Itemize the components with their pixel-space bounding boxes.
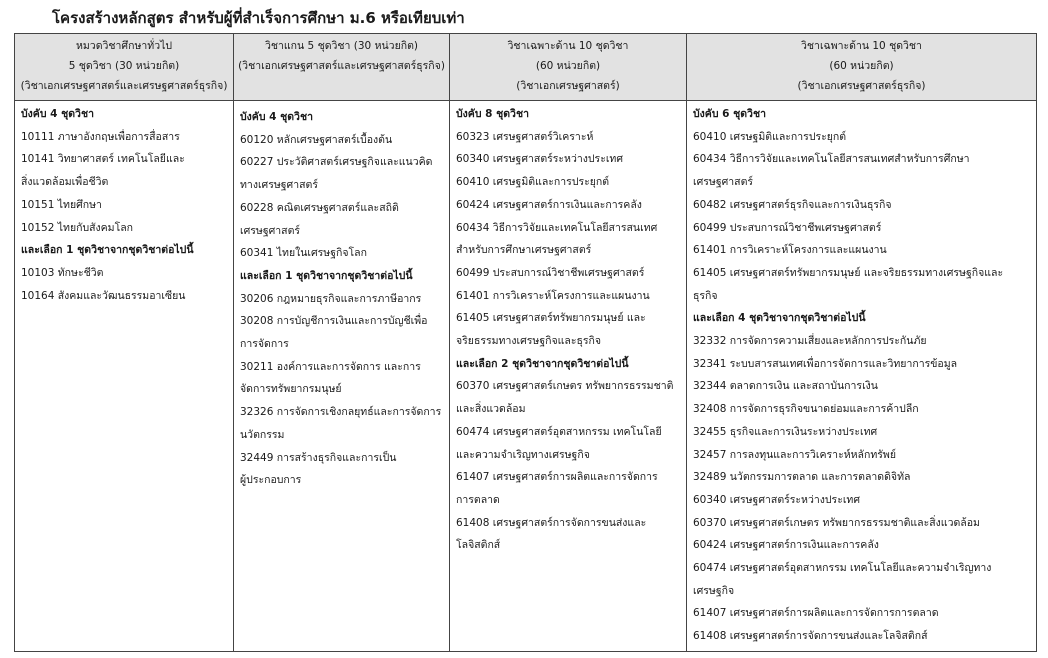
course-line: สำหรับการศึกษาเศรษฐศาสตร์ [456, 244, 592, 257]
course-line: 60482 เศรษฐศาสตร์ธุรกิจและการเงินธุรกิจ [693, 198, 892, 211]
course-line: 32344 ตลาดการเงิน และสถาบันการเงิน [693, 380, 878, 393]
course-line: ทางเศรษฐศาสตร์ [240, 179, 318, 192]
course-line: 60370 เศรษฐศาสตร์เกษตร ทรัพยากรธรรมชาติและสิ่งแวดล้อม [693, 516, 980, 529]
section-heading: บังคับ 6 ชุดวิชา [693, 108, 766, 120]
course-line: 60424 เศรษฐศาสตร์การเงินและการคลัง [693, 539, 879, 552]
header-line: (60 หน่วยกิต) [535, 60, 601, 72]
course-line: 60474 เศรษฐศาสตร์อุตสาหกรรม เทคโนโลยีและความจำเริญทาง [693, 562, 992, 575]
course-line: 32489 นวัตกรรมการตลาด และการตลาดดิจิทัล [693, 471, 911, 484]
course-line: เศรษฐศาสตร์ [693, 176, 754, 189]
course-line: และสิ่งแวดล้อม [456, 403, 526, 416]
course-line: 61407 เศรษฐศาสตร์การผลิตและการจัดการการตลาด [693, 607, 939, 620]
course-line: 60323 เศรษฐศาสตร์วิเคราะห์ [456, 130, 594, 143]
course-line: ผู้ประกอบการ [240, 474, 302, 487]
course-line: 30208 การบัญชีการเงินและการบัญชีเพื่อ [240, 315, 428, 328]
course-line: 60434 วิธีการวิจัยและเทคโนโลยีสารสนเทศสำหรับการศึกษา [693, 153, 970, 166]
course-line: 61405 เศรษฐศาสตร์ทรัพยากรมนุษย์ และ [456, 312, 646, 325]
header-line: วิชาเฉพาะด้าน 10 ชุดวิชา [801, 40, 922, 52]
header-business-economics-major [687, 34, 1037, 101]
course-line: 60228 คณิตเศรษฐศาสตร์และสถิติ [240, 201, 399, 214]
header-line: (วิชาเอกเศรษฐศาสตร์ธุรกิจ) [797, 80, 926, 92]
business-economics-major-cell [687, 101, 1037, 652]
header-core-courses [234, 34, 450, 101]
course-line: 32332 การจัดการความเสี่ยงและหลักการประกันภัย [693, 335, 927, 348]
header-line: หมวดวิชาศึกษาทั่วไป [75, 40, 173, 52]
section-heading: และเลือก 2 ชุดวิชาจากชุดวิชาต่อไปนี้ [456, 357, 629, 370]
course-line: 60340 เศรษฐศาสตร์ระหว่างประเทศ [456, 153, 624, 166]
course-line: 60410 เศรษฐมิติและการประยุกต์ [693, 130, 847, 143]
section-heading: และเลือก 1 ชุดวิชาจากชุดวิชาต่อไปนี้ [21, 244, 194, 257]
course-line: เศรษฐกิจ [693, 584, 735, 597]
section-heading: และเลือก 4 ชุดวิชาจากชุดวิชาต่อไปนี้ [693, 312, 866, 325]
course-line: 60424 เศรษฐศาสตร์การเงินและการคลัง [456, 198, 642, 211]
course-line: 60120 หลักเศรษฐศาสตร์เบื้องต้น [240, 133, 393, 146]
course-line: 32326 การจัดการเชิงกลยุทธ์และการจัดการ [240, 406, 442, 419]
page-title: โครงสร้างหลักสูตร สำหรับผู้ที่สำเร็จการศึกษา ม.6 หรือเทียบเท่า [52, 9, 465, 27]
header-line: (60 หน่วยกิต) [829, 60, 894, 72]
course-line: เศรษฐศาสตร์ [240, 224, 301, 237]
course-line: 60370 เศรษฐศาสตร์เกษตร ทรัพยากรธรรมชาติ [456, 380, 674, 393]
course-line: 61401 การวิเคราะห์โครงการและแผนงาน [456, 289, 650, 302]
course-line: 60340 เศรษฐศาสตร์ระหว่างประเทศ [693, 493, 861, 506]
course-line: 60499 ประสบการณ์วิชาชีพเศรษฐศาสตร์ [693, 221, 882, 234]
header-line: (วิชาเอกเศรษฐศาสตร์และเศรษฐศาสตร์ธุรกิจ) [238, 60, 445, 72]
course-line: 61407 เศรษฐศาสตร์การผลิตและการจัดการ [456, 471, 658, 484]
general-education-cell [15, 101, 234, 652]
section-heading: บังคับ 8 ชุดวิชา [456, 108, 529, 120]
section-heading: บังคับ 4 ชุดวิชา [21, 108, 94, 120]
section-heading: บังคับ 4 ชุดวิชา [240, 111, 313, 123]
course-line: 60341 ไทยในเศรษฐกิจโลก [240, 247, 367, 260]
course-line: 60474 เศรษฐศาสตร์อุตสาหกรรม เทคโนโลยี [456, 425, 662, 438]
course-line: 30206 กฎหมายธุรกิจและการภาษีอากร [240, 292, 422, 305]
header-general-education [15, 34, 234, 101]
course-line: 10103 ทักษะชีวิต [21, 266, 104, 279]
course-line: 32455 ธุรกิจและการเงินระหว่างประเทศ [693, 425, 878, 438]
content-row [15, 101, 1037, 652]
section-heading: และเลือก 1 ชุดวิชาจากชุดวิชาต่อไปนี้ [240, 269, 413, 282]
course-line: 10111 ภาษาอังกฤษเพื่อการสื่อสาร [21, 130, 180, 143]
core-courses-cell [234, 101, 450, 652]
course-line: 10164 สังคมและวัฒนธรรมอาเซียน [21, 289, 186, 302]
course-line: 32449 การสร้างธุรกิจและการเป็น [240, 451, 397, 464]
course-line: 10141 วิทยาศาสตร์ เทคโนโลยีและ [21, 153, 185, 166]
header-row [15, 34, 1037, 101]
course-line: 10152 ไทยกับสังคมโลก [21, 221, 134, 234]
course-line: โลจิสติกส์ [456, 539, 501, 552]
course-line: 61401 การวิเคราะห์โครงการและแผนงาน [693, 244, 887, 257]
course-line: 60499 ประสบการณ์วิชาชีพเศรษฐศาสตร์ [456, 266, 645, 279]
course-line: 10151 ไทยศึกษา [21, 198, 102, 211]
course-line: 32457 การลงทุนและการวิเคราะห์หลักทรัพย์ [693, 448, 896, 461]
course-line: 60410 เศรษฐมิติและการประยุกต์ [456, 176, 610, 189]
course-line: นวัตกรรม [240, 428, 285, 441]
course-line: สิ่งแวดล้อมเพื่อชีวิต [21, 176, 109, 189]
course-line: 32408 การจัดการธุรกิจขนาดย่อมและการค้าปลีก [693, 403, 919, 416]
course-line: 61408 เศรษฐศาสตร์การจัดการขนส่งและ [456, 516, 647, 529]
header-line: วิชาเฉพาะด้าน 10 ชุดวิชา [507, 40, 629, 52]
course-line: จัดการทรัพยากรมนุษย์ [240, 383, 342, 396]
course-line: จริยธรรมทางเศรษฐกิจและธุรกิจ [456, 335, 602, 348]
header-line: วิชาแกน 5 ชุดวิชา (30 หน่วยกิต) [265, 40, 418, 52]
course-line: 30211 องค์การและการจัดการ และการ [240, 360, 421, 373]
header-economics-major [450, 34, 687, 101]
course-line: ธุรกิจ [693, 289, 718, 302]
curriculum-table [14, 33, 1037, 652]
course-line: 60434 วิธีการวิจัยและเทคโนโลยีสารสนเทศ [456, 221, 658, 234]
course-line: การตลาด [456, 493, 500, 506]
course-line: และความจำเริญทางเศรษฐกิจ [456, 448, 590, 461]
course-line: 61408 เศรษฐศาสตร์การจัดการขนส่งและโลจิสติกส์ [693, 630, 928, 643]
header-line: 5 ชุดวิชา (30 หน่วยกิต) [68, 60, 180, 72]
course-line: 60227 ประวัติศาสตร์เศรษฐกิจและแนวคิด [240, 156, 433, 169]
economics-major-cell [450, 101, 687, 652]
course-line: 61405 เศรษฐศาสตร์ทรัพยากรมนุษย์ และจริยธรรมทางเศรษฐกิจและ [693, 266, 1004, 279]
header-line: (วิชาเอกเศรษฐศาสตร์และเศรษฐศาสตร์ธุรกิจ) [20, 80, 228, 92]
header-line: (วิชาเอกเศรษฐศาสตร์) [516, 80, 620, 92]
course-line: การจัดการ [240, 338, 289, 351]
course-line: 32341 ระบบสารสนเทศเพื่อการจัดการและวิทยาการข้อมูล [693, 357, 958, 370]
